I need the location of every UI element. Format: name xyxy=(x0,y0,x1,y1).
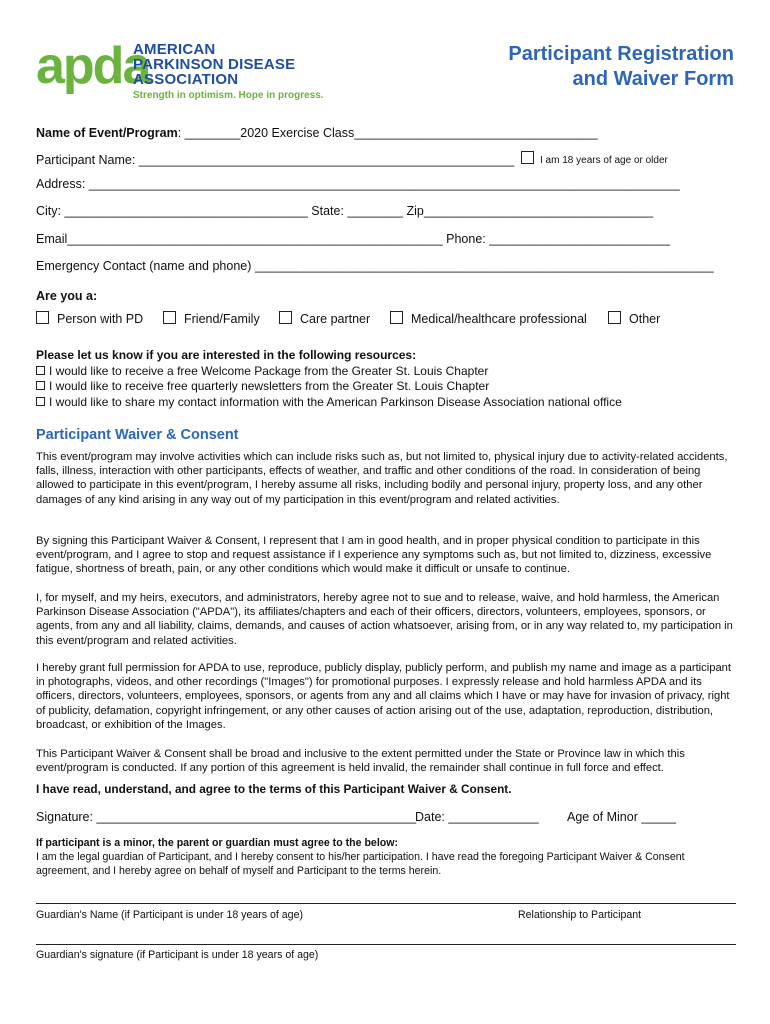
signature-field[interactable]: Signature: ______________________________________________ xyxy=(36,810,417,824)
role-option-person-with-pd[interactable]: Person with PD xyxy=(36,311,143,326)
waiver-paragraph-3: I, for myself, and my heirs, executors, and administrators, hereby agree not to sue and to release, waive, and hold harmless, the American Parkinson Disease Association ("APDA"), its affiliates/chapters and each of their officers, directors, volunteers, employees, sponsors, or agents, from any and all liability, claims, demands, and causes of action whatsoever, arising from, or in any way related to, my participation in this event/program and related activities. xyxy=(36,592,733,647)
are-you-label: Are you a: xyxy=(36,289,98,303)
org-name-line2: PARKINSON DISEASE xyxy=(133,56,296,73)
age-of-minor-field[interactable]: Age of Minor _____ xyxy=(567,810,677,824)
guardian-name-line[interactable] xyxy=(36,903,736,904)
email-phone-field[interactable]: Email______________________________________________________ Phone: __________________________ xyxy=(36,232,670,246)
role-checkbox[interactable] xyxy=(279,311,292,324)
form-title-line1: Participant Registration xyxy=(508,43,734,65)
guardian-signature-line[interactable] xyxy=(36,944,736,945)
age-checkbox[interactable] xyxy=(521,151,534,164)
resource-welcome-package[interactable]: I would like to receive a free Welcome Package from the Greater St. Louis Chapter xyxy=(36,364,622,380)
emergency-contact-field[interactable]: Emergency Contact (name and phone) __________________________________________________________________ xyxy=(36,259,714,273)
role-option-other[interactable]: Other xyxy=(608,311,660,326)
resource-checkbox[interactable] xyxy=(36,381,45,390)
role-option-medical-professional[interactable]: Medical/healthcare professional xyxy=(390,311,587,326)
form-title xyxy=(508,42,734,92)
guardian-heading: If participant is a minor, the parent or guardian must agree to the below: xyxy=(36,837,399,849)
role-checkbox[interactable] xyxy=(163,311,176,324)
form-title-line2: and Waiver Form xyxy=(572,68,734,90)
waiver-paragraph-4: I hereby grant full permission for APDA to use, reproduce, publicly display, publicly perform, and publish my name and image as a participant in photographs, videos, and other recordings ("Images") for promotional purposes. I expressly release and hold harmless APDA and its officers, directors, volunteers, employees, sponsors, or agents from any and all claims which I have or may have for invasion of privacy, right of publicity, defamation, copyright infringement, or any other causes of action arising out of the use, adaptation, reproduction, distribution, broadcast, or exhibition of the Images. xyxy=(36,662,732,731)
waiver-paragraph-2: By signing this Participant Waiver & Consent, I represent that I am in good health, and in proper physical condition to participate in this event/program, and I agree to stop and request assistance if I experience any symptoms such as, but not limited to, dizziness, excessive fatigue, shortness of breath, pain, or any other conditions which would make it difficult or unsafe to continue. xyxy=(36,535,712,576)
apda-logo xyxy=(36,37,326,104)
resources-section xyxy=(36,348,622,410)
role-option-friend-family[interactable]: Friend/Family xyxy=(163,311,260,326)
address-field[interactable]: Address: _____________________________________________________________________________________ xyxy=(36,177,680,191)
waiver-paragraph-5: This Participant Waiver & Consent shall be broad and inclusive to the extent permitted under the State or Province law in which this event/program is conducted. If any portion of this agreement is held invalid, the remainder shall continue in full force and effect. xyxy=(36,748,685,775)
waiver-paragraph-1: This event/program may involve activities which can include risks such as, but not limited to, physical injury due to activity-related accidents, falls, illness, interaction with other participants, effects of weather, and traffic and other conditions of the road. In consideration of being allowed to participate in this event/program, I hereby assume all risks, including bodily and personal injury, property loss, and any other damages of any kind arising in any way out of my participation in this event/program and related activities. xyxy=(36,451,728,506)
guardian-name-label: Guardian's Name (if Participant is under 18 years of age) xyxy=(36,909,303,921)
resource-share-contact[interactable]: I would like to share my contact information with the American Parkinson Disease Association national office xyxy=(36,395,622,411)
resource-newsletters[interactable]: I would like to receive free quarterly newsletters from the Greater St. Louis Chapter xyxy=(36,379,622,395)
role-checkbox[interactable] xyxy=(608,311,621,324)
resource-checkbox[interactable] xyxy=(36,397,45,406)
age-checkbox-label: I am 18 years of age or older xyxy=(540,155,668,166)
org-name-line1: AMERICAN xyxy=(133,41,216,58)
agreement-statement: I have read, understand, and agree to the terms of this Participant Waiver & Consent. xyxy=(36,782,512,796)
event-value: : ________2020 Exercise Class___________________________________ xyxy=(177,126,598,140)
role-options xyxy=(36,311,736,327)
age-checkbox-group[interactable] xyxy=(521,151,668,168)
guardian-consent-text: I am the legal guardian of Participant, and I hereby consent to his/her participation. I have read the foregoing Participant Waiver & Consent agreement, and I hereby agree on behalf of myself and Participant to the terms herein. xyxy=(36,851,685,877)
resource-checkbox[interactable] xyxy=(36,366,45,375)
event-label: Name of Event/Program xyxy=(36,126,178,140)
role-checkbox[interactable] xyxy=(36,311,49,324)
relationship-label: Relationship to Participant xyxy=(518,909,642,921)
role-checkbox[interactable] xyxy=(390,311,403,324)
org-name-line3: ASSOCIATION xyxy=(133,71,239,88)
city-state-zip-field[interactable]: City: ___________________________________ State: ________ Zip_________________________________ xyxy=(36,204,654,218)
event-field[interactable] xyxy=(36,126,598,141)
participant-name-field[interactable]: Participant Name: ______________________________________________________ xyxy=(36,153,515,167)
org-tagline: Strength in optimism. Hope in progress. xyxy=(133,90,324,101)
logo-mark: apda xyxy=(36,37,150,95)
waiver-heading: Participant Waiver & Consent xyxy=(36,427,239,443)
date-field[interactable]: Date: _____________ xyxy=(415,810,539,824)
guardian-signature-label: Guardian's signature (if Participant is under 18 years of age) xyxy=(36,949,319,961)
resources-heading: Please let us know if you are interested in the following resources: xyxy=(36,348,417,362)
role-option-care-partner[interactable]: Care partner xyxy=(279,311,370,326)
